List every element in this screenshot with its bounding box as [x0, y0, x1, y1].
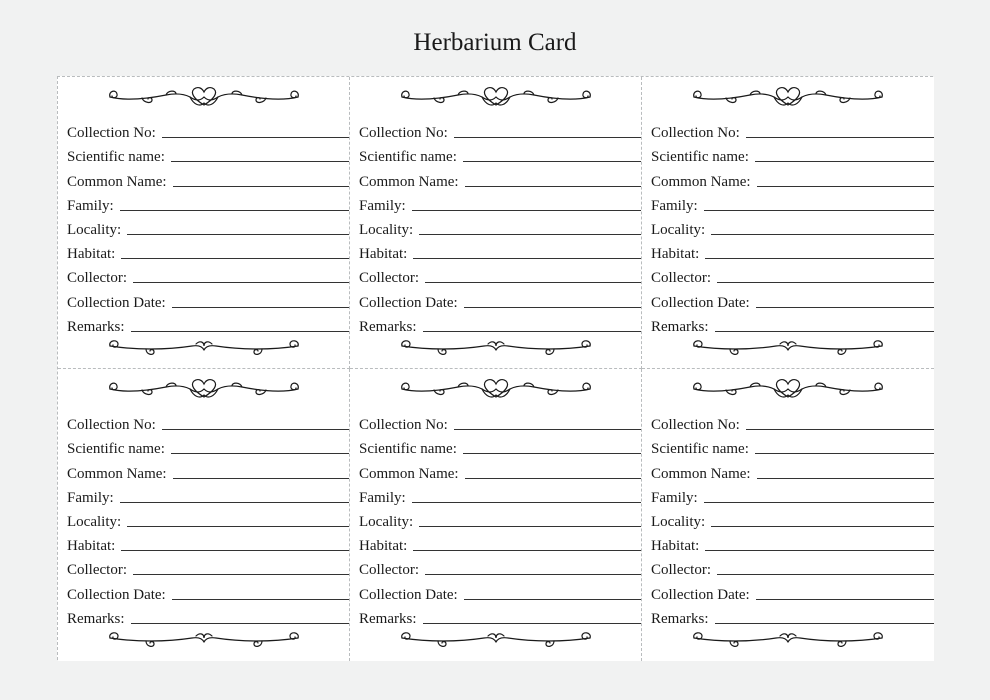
fill-in-line[interactable] [172, 599, 349, 600]
fill-in-line[interactable] [121, 550, 349, 551]
fill-in-line[interactable] [715, 623, 935, 624]
fill-in-line[interactable] [454, 429, 641, 430]
field-label: Collection Date: [67, 294, 166, 311]
fill-in-line[interactable] [756, 307, 934, 308]
fill-in-line[interactable] [717, 574, 934, 575]
field-label: Scientific name: [67, 441, 165, 458]
field-row [651, 580, 934, 604]
field-row [651, 508, 934, 532]
field-row [651, 556, 934, 580]
fill-in-line[interactable] [131, 331, 350, 332]
field-row [359, 459, 641, 483]
field-label: Remarks: [651, 318, 709, 335]
fill-in-line[interactable] [711, 234, 934, 235]
field-label: Collector: [359, 562, 419, 579]
fill-in-line[interactable] [423, 331, 642, 332]
herbarium-card [350, 369, 642, 661]
field-row [651, 288, 934, 312]
field-row [67, 119, 349, 143]
field-label: Collection No: [651, 125, 740, 142]
field-label: Collection No: [67, 417, 156, 434]
field-row [359, 192, 641, 216]
field-label: Common Name: [359, 173, 459, 190]
fill-in-line[interactable] [756, 599, 934, 600]
fill-in-line[interactable] [412, 210, 641, 211]
fill-in-line[interactable] [133, 574, 349, 575]
fill-in-line[interactable] [162, 137, 349, 138]
field-row [651, 459, 934, 483]
field-label: Family: [67, 197, 114, 214]
fill-in-line[interactable] [412, 502, 641, 503]
field-row [67, 508, 349, 532]
fill-in-line[interactable] [120, 502, 349, 503]
field-label: Collector: [67, 270, 127, 287]
card-fields [359, 119, 641, 337]
fill-in-line[interactable] [755, 161, 934, 162]
fill-in-line[interactable] [413, 550, 641, 551]
fill-in-line[interactable] [127, 234, 349, 235]
field-label: Locality: [67, 513, 122, 530]
fill-in-line[interactable] [705, 258, 934, 259]
field-label: Family: [359, 197, 406, 214]
heart-flourish-icon [398, 85, 594, 109]
fill-in-line[interactable] [757, 478, 934, 479]
scroll-flourish-icon [398, 628, 594, 652]
fill-in-line[interactable] [463, 161, 641, 162]
fill-in-line[interactable] [131, 623, 350, 624]
field-label: Collector: [651, 562, 711, 579]
field-row [359, 435, 641, 459]
field-label: Scientific name: [651, 441, 749, 458]
field-label: Common Name: [67, 173, 167, 190]
field-row [67, 459, 349, 483]
heart-flourish-icon [106, 377, 302, 401]
field-row [359, 556, 641, 580]
fill-in-line[interactable] [711, 526, 934, 527]
card-fields [67, 119, 349, 337]
fill-in-line[interactable] [464, 307, 641, 308]
page-title: Herbarium Card [413, 29, 577, 56]
heart-flourish-icon [106, 85, 302, 109]
card-fields [651, 411, 934, 629]
field-row [651, 435, 934, 459]
fill-in-line[interactable] [425, 282, 641, 283]
field-row [67, 264, 349, 288]
field-row [67, 580, 349, 604]
field-row [651, 216, 934, 240]
field-row [651, 192, 934, 216]
field-label: Remarks: [67, 318, 125, 335]
field-label: Locality: [359, 221, 414, 238]
scroll-flourish-icon [106, 336, 302, 360]
field-row [651, 143, 934, 167]
field-row [67, 167, 349, 191]
fill-in-line[interactable] [463, 453, 641, 454]
field-row [67, 240, 349, 264]
field-row [359, 216, 641, 240]
field-row [67, 532, 349, 556]
field-label: Common Name: [651, 465, 751, 482]
field-row [359, 313, 641, 337]
fill-in-line[interactable] [715, 331, 935, 332]
field-row [651, 484, 934, 508]
card-sheet [57, 76, 933, 660]
fill-in-line[interactable] [172, 307, 349, 308]
fill-in-line[interactable] [121, 258, 349, 259]
field-label: Collection No: [651, 417, 740, 434]
fill-in-line[interactable] [704, 210, 934, 211]
fill-in-line[interactable] [127, 526, 349, 527]
heart-flourish-icon [690, 85, 886, 109]
field-row [359, 605, 641, 629]
fill-in-line[interactable] [171, 453, 349, 454]
field-label: Habitat: [651, 538, 700, 555]
field-row [67, 192, 349, 216]
field-row [359, 580, 641, 604]
herbarium-card [350, 77, 642, 369]
field-row [67, 411, 349, 435]
fill-in-line[interactable] [423, 623, 642, 624]
field-label: Habitat: [359, 538, 408, 555]
field-row [359, 143, 641, 167]
field-row [359, 264, 641, 288]
field-row [651, 240, 934, 264]
field-label: Scientific name: [359, 441, 457, 458]
field-row [651, 605, 934, 629]
field-label: Family: [651, 489, 698, 506]
field-label: Habitat: [651, 246, 700, 263]
fill-in-line[interactable] [704, 502, 934, 503]
fill-in-line[interactable] [419, 234, 641, 235]
field-row [651, 119, 934, 143]
fill-in-line[interactable] [464, 599, 641, 600]
fill-in-line[interactable] [171, 161, 349, 162]
fill-in-line[interactable] [120, 210, 349, 211]
fill-in-line[interactable] [454, 137, 641, 138]
fill-in-line[interactable] [465, 186, 641, 187]
field-label: Scientific name: [651, 149, 749, 166]
fill-in-line[interactable] [173, 478, 349, 479]
field-label: Common Name: [651, 173, 751, 190]
field-label: Collection No: [359, 125, 448, 142]
field-label: Collection Date: [359, 586, 458, 603]
field-row [359, 240, 641, 264]
field-row [67, 484, 349, 508]
field-row [67, 435, 349, 459]
field-row [67, 143, 349, 167]
field-label: Collection Date: [359, 294, 458, 311]
field-label: Family: [651, 197, 698, 214]
field-row [67, 216, 349, 240]
field-label: Common Name: [67, 465, 167, 482]
field-label: Family: [67, 489, 114, 506]
field-row [651, 264, 934, 288]
field-row [67, 556, 349, 580]
scroll-flourish-icon [690, 628, 886, 652]
fill-in-line[interactable] [413, 258, 641, 259]
heart-flourish-icon [690, 377, 886, 401]
scroll-flourish-icon [690, 336, 886, 360]
field-label: Collection No: [359, 417, 448, 434]
field-label: Collector: [651, 270, 711, 287]
field-row [359, 411, 641, 435]
card-fields [651, 119, 934, 337]
heart-flourish-icon [398, 377, 594, 401]
field-label: Remarks: [359, 318, 417, 335]
field-row [67, 313, 349, 337]
field-label: Collection Date: [651, 586, 750, 603]
field-label: Locality: [359, 513, 414, 530]
field-label: Common Name: [359, 465, 459, 482]
fill-in-line[interactable] [173, 186, 349, 187]
field-row [67, 288, 349, 312]
field-label: Locality: [67, 221, 122, 238]
fill-in-line[interactable] [705, 550, 934, 551]
herbarium-card [642, 369, 934, 661]
field-row [651, 313, 934, 337]
field-row [359, 532, 641, 556]
field-label: Scientific name: [67, 149, 165, 166]
field-label: Remarks: [67, 610, 125, 627]
field-label: Remarks: [359, 610, 417, 627]
fill-in-line[interactable] [162, 429, 349, 430]
card-fields [67, 411, 349, 629]
field-row [359, 119, 641, 143]
fill-in-line[interactable] [425, 574, 641, 575]
field-label: Locality: [651, 513, 706, 530]
field-label: Collection Date: [67, 586, 166, 603]
field-label: Collector: [359, 270, 419, 287]
field-label: Collector: [67, 562, 127, 579]
field-row [651, 167, 934, 191]
field-label: Locality: [651, 221, 706, 238]
field-row [359, 484, 641, 508]
herbarium-card [58, 369, 350, 661]
card-fields [359, 411, 641, 629]
fill-in-line[interactable] [755, 453, 934, 454]
field-row [359, 167, 641, 191]
field-label: Habitat: [359, 246, 408, 263]
field-label: Remarks: [651, 610, 709, 627]
field-label: Collection No: [67, 125, 156, 142]
fill-in-line[interactable] [746, 137, 934, 138]
herbarium-card [642, 77, 934, 369]
herbarium-card [58, 77, 350, 369]
scroll-flourish-icon [106, 628, 302, 652]
field-label: Collection Date: [651, 294, 750, 311]
field-label: Habitat: [67, 246, 116, 263]
fill-in-line[interactable] [746, 429, 934, 430]
field-row [651, 411, 934, 435]
field-row [67, 605, 349, 629]
field-label: Scientific name: [359, 149, 457, 166]
field-row [359, 288, 641, 312]
fill-in-line[interactable] [717, 282, 934, 283]
fill-in-line[interactable] [465, 478, 641, 479]
field-row [651, 532, 934, 556]
field-label: Habitat: [67, 538, 116, 555]
fill-in-line[interactable] [757, 186, 934, 187]
fill-in-line[interactable] [419, 526, 641, 527]
scroll-flourish-icon [398, 336, 594, 360]
field-row [359, 508, 641, 532]
fill-in-line[interactable] [133, 282, 349, 283]
field-label: Family: [359, 489, 406, 506]
